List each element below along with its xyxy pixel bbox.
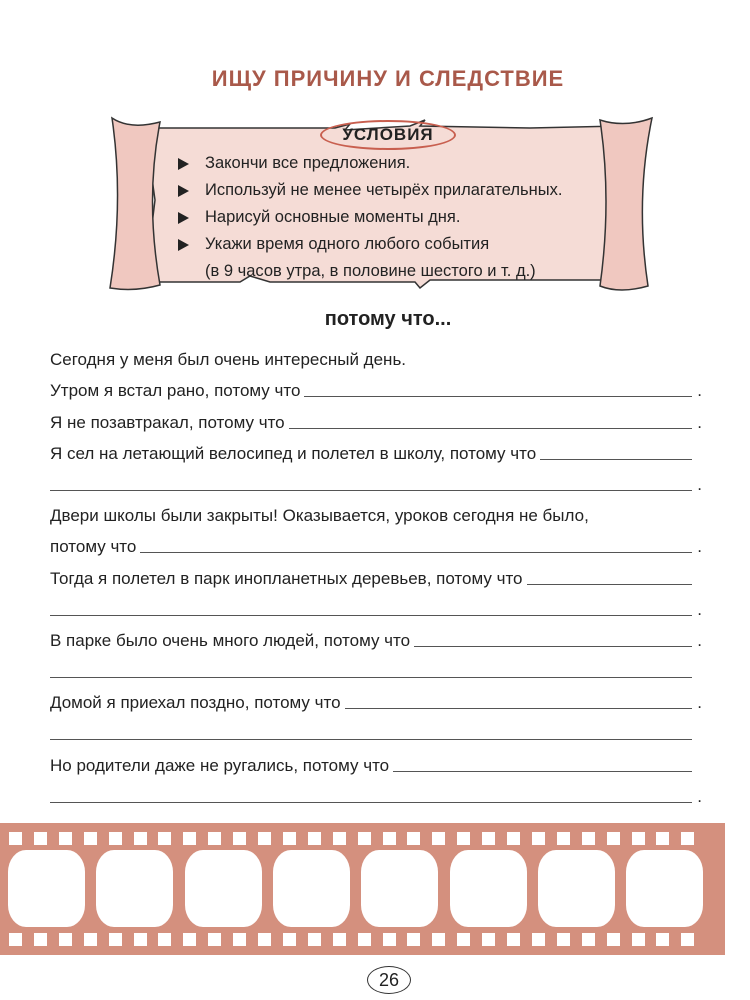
film-sprocket-hole <box>557 832 570 845</box>
film-sprocket-hole <box>9 832 22 845</box>
film-sprocket-hole <box>582 933 595 946</box>
film-sprocket-hole <box>183 933 196 946</box>
film-sprocket-hole <box>308 832 321 845</box>
sentence-row <box>50 651 702 682</box>
sentence-text: Но родители даже не ругались, потому что <box>50 755 390 775</box>
condition-text: Укажи время одного любого события <box>205 235 490 253</box>
period-mark: . <box>697 412 702 432</box>
film-sprocket-hole <box>84 832 97 845</box>
film-sprocket-hole <box>158 832 171 845</box>
sentence-row <box>50 495 702 526</box>
film-frame-drawing-area[interactable] <box>450 850 527 927</box>
film-sprocket-hole <box>358 933 371 946</box>
answer-line[interactable] <box>540 458 692 460</box>
film-sprocket-hole <box>432 933 445 946</box>
page-title: ИЩУ ПРИЧИНУ И СЛЕДСТВИЕ <box>211 66 565 91</box>
sentence-text: Домой я приехал поздно, потому что <box>50 693 341 713</box>
sentence-row <box>50 433 702 464</box>
film-sprocket-hole <box>407 933 420 946</box>
condition-text: Закончи все предложения. <box>205 154 411 172</box>
sentence-row <box>50 682 702 713</box>
film-sprocket-hole <box>258 933 271 946</box>
sentence-text: Тогда я полетел в парк инопланетных деревьев, потому что <box>50 568 523 588</box>
film-sprocket-hole <box>507 933 520 946</box>
answer-line[interactable] <box>393 770 692 772</box>
answer-line[interactable] <box>50 614 692 616</box>
film-sprocket-hole <box>134 832 147 845</box>
condition-text: Нарисуй основные моменты дня. <box>205 208 461 226</box>
film-sprocket-hole <box>407 832 420 845</box>
condition-text: Используй не менее четырёх прилагательных. <box>205 181 563 199</box>
period-mark: . <box>697 474 702 494</box>
condition-item <box>178 177 562 204</box>
period-mark: . <box>697 693 702 713</box>
film-sprocket-hole <box>84 933 97 946</box>
film-sprocket-hole <box>208 933 221 946</box>
film-sprocket-hole <box>59 832 72 845</box>
film-sprocket-hole <box>283 933 296 946</box>
film-sprocket-hole <box>308 933 321 946</box>
section-heading: потому что... <box>324 308 452 330</box>
film-strip <box>0 823 725 955</box>
film-sprocket-hole <box>283 832 296 845</box>
sentence-text: Утром я встал рано, потому что <box>50 381 301 401</box>
bullet-triangle-icon <box>178 158 189 170</box>
sentence-text: потому что <box>50 537 137 557</box>
film-sprocket-hole <box>333 832 346 845</box>
sentence-text: Я сел на летающий велосипед и полетел в школу, потому что <box>50 443 537 463</box>
film-sprocket-hole <box>457 933 470 946</box>
answer-line[interactable] <box>50 738 692 740</box>
film-sprocket-hole <box>358 832 371 845</box>
film-sprocket-hole <box>34 933 47 946</box>
film-sprocket-hole <box>482 832 495 845</box>
film-sprocket-hole <box>109 832 122 845</box>
sentence-row <box>50 744 702 775</box>
film-sprocket-hole <box>432 832 445 845</box>
sentence-text: Я не позавтракал, потому что <box>50 412 285 432</box>
condition-item <box>178 231 562 258</box>
condition-item <box>178 204 562 231</box>
bullet-triangle-icon <box>178 185 189 197</box>
film-sprocket-hole <box>9 933 22 946</box>
sentence-row <box>50 339 702 370</box>
film-sprocket-hole <box>333 933 346 946</box>
period-mark: . <box>697 630 702 650</box>
bullet-triangle-icon <box>178 212 189 224</box>
answer-line[interactable] <box>140 551 692 553</box>
film-frame-drawing-area[interactable] <box>96 850 173 927</box>
answer-line[interactable] <box>50 489 692 491</box>
sentence-row <box>50 713 702 744</box>
sentence-row <box>50 776 702 807</box>
film-sprocket-hole <box>557 933 570 946</box>
film-sprocket-hole <box>507 832 520 845</box>
answer-line[interactable] <box>304 395 692 397</box>
film-sprocket-hole <box>183 832 196 845</box>
film-frame-drawing-area[interactable] <box>185 850 262 927</box>
period-mark: . <box>697 537 702 557</box>
sentence-row <box>50 526 702 557</box>
film-sprocket-hole <box>681 832 694 845</box>
page-number: 26 <box>367 966 411 994</box>
film-frame-drawing-area[interactable] <box>361 850 438 927</box>
film-sprocket-hole <box>258 832 271 845</box>
sentence-row <box>50 464 702 495</box>
sentence-row <box>50 370 702 401</box>
conditions-list <box>178 150 562 284</box>
answer-line[interactable] <box>527 583 693 585</box>
film-sprocket-hole <box>656 832 669 845</box>
film-sprocket-hole <box>532 832 545 845</box>
film-sprocket-hole <box>582 832 595 845</box>
film-frame-drawing-area[interactable] <box>273 850 350 927</box>
period-mark: . <box>697 786 702 806</box>
film-sprocket-hole <box>482 933 495 946</box>
answer-line[interactable] <box>50 676 692 678</box>
answer-line[interactable] <box>289 427 692 429</box>
period-mark: . <box>697 599 702 619</box>
film-sprocket-hole <box>656 933 669 946</box>
film-sprocket-hole <box>532 933 545 946</box>
answer-line[interactable] <box>345 707 692 709</box>
conditions-label: УСЛОВИЯ <box>320 120 455 150</box>
sentence-text: Сегодня у меня был очень интересный день. <box>50 350 407 370</box>
film-frame-drawing-area[interactable] <box>538 850 615 927</box>
sentence-row <box>50 620 702 651</box>
film-sprocket-hole <box>607 832 620 845</box>
period-mark: . <box>697 381 702 401</box>
sentence-row <box>50 557 702 588</box>
condition-note: (в 9 часов утра, в половине шестого и т. д.) <box>205 262 536 280</box>
film-sprocket-hole <box>59 933 72 946</box>
sentence-row <box>50 401 702 432</box>
exercise-rows <box>50 339 702 807</box>
film-sprocket-hole <box>233 832 246 845</box>
sentence-row <box>50 589 702 620</box>
film-sprocket-hole <box>134 933 147 946</box>
film-sprocket-hole <box>457 832 470 845</box>
sentence-text: Двери школы были закрыты! Оказывается, уроков сегодня не было, <box>50 506 589 526</box>
film-sprocket-hole <box>607 933 620 946</box>
answer-line[interactable] <box>414 645 692 647</box>
film-sprocket-hole <box>632 933 645 946</box>
film-sprocket-hole <box>383 933 396 946</box>
film-sprocket-hole <box>34 832 47 845</box>
film-sprocket-hole <box>681 933 694 946</box>
bullet-triangle-icon <box>178 239 189 251</box>
condition-item <box>178 150 562 177</box>
film-sprocket-hole <box>109 933 122 946</box>
film-sprocket-hole <box>233 933 246 946</box>
film-sprocket-hole <box>632 832 645 845</box>
film-frame-drawing-area[interactable] <box>8 850 85 927</box>
film-sprocket-hole <box>158 933 171 946</box>
sentence-text: В парке было очень много людей, потому что <box>50 630 411 650</box>
film-frame-drawing-area[interactable] <box>626 850 703 927</box>
answer-line[interactable] <box>50 801 692 803</box>
film-sprocket-hole <box>383 832 396 845</box>
film-sprocket-hole <box>208 832 221 845</box>
